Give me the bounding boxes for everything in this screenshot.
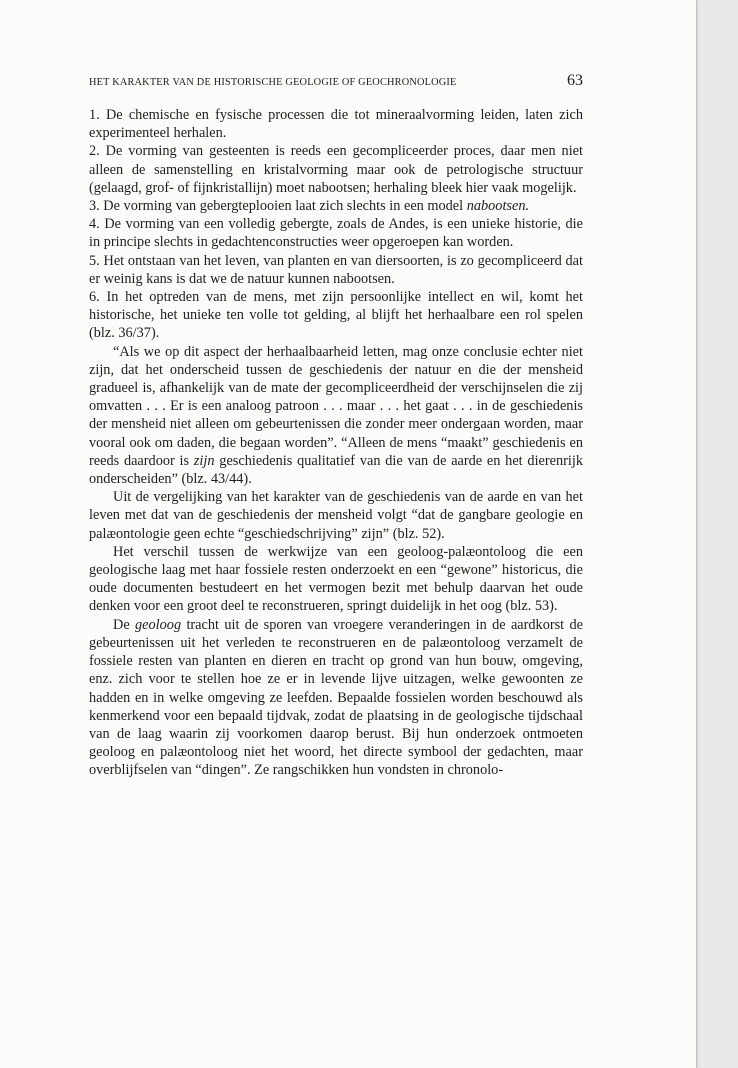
geoloog-emphasis: geoloog: [135, 616, 182, 633]
list-item-2: 2. De vorming van gesteenten is reeds een gecompliceerder proces, daar men niet alleen de samenstelling en kristalvorming maar ook de petrologische structuur (gelaagd, grof- of fijnkristallijn) moet nabootsen; herhaling bleek hier vaak mogelijk.: [89, 143, 583, 196]
paragraph-verschil: Het verschil tussen de werkwijze van een geoloog-palæontoloog die een geologische laag met haar fossiele resten onderzoekt en een “gewone” historicus, die oude documenten bestudeert en het vermogen bezit met behulp daarvan het oude denken voor een groot deel te reconstrueren, springt duidelijk in het oog (blz. 53).: [89, 543, 583, 615]
body-text: [89, 106, 583, 780]
quote-emphasis: zijn: [193, 452, 215, 469]
list-item-1: 1. De chemische en fysische processen die tot mineraalvorming leiden, laten zich experimenteel herhalen.: [89, 107, 583, 142]
list-item-4: 4. De vorming van een volledig gebergte, zoals de Andes, is een unieke historie, die in principe slechts in gedachtenconstructies weer opgeroepen kan worden.: [89, 216, 583, 251]
list-item-3-emphasis: nabootsen.: [466, 198, 530, 215]
list-item-3: [89, 197, 583, 215]
list-item-5: 5. Het ontstaan van het leven, van planten en van diersoorten, is zo gecompliceerd dat er weinig kans is dat we de natuur kunnen nabootsen.: [89, 252, 583, 287]
list-item-3-text: 3. De vorming van gebergteplooien laat zich slechts in een model: [89, 198, 467, 215]
geoloog-lead: De: [113, 616, 136, 633]
geoloog-rest: tracht uit de sporen van vroegere veranderingen in de aardkorst de gebeurtenissen uit het verleden te reconstrueren en de palæontoloog verzamelt de fossiele resten van planten en dieren en tracht op grond van hun bouw, omgeving, enz. zich voor te stellen hoe ze er in levende lijve uitzagen, welke gewoonten ze hadden en in welke omgeving ze leefden. Bepaalde fossielen worden beschouwd als kenmerkend voor een bepaald tijdvak, zodat de plaatsing in de geologische tijdschaal van de laag waarin zij voorkomen daarop berust. Bij hun onderzoek ontmoeten geoloog en palæontoloog niet het woord, het directe symbool der gedachten, maar overblijfselen van “dingen”. Ze rangschikken hun vondsten in chronolo-: [89, 616, 583, 779]
paragraph-vergelijking: Uit de vergelijking van het karakter van de geschiedenis van de aarde en van het leven met dat van de geschiedenis der mensheid volgt “dat de gangbare geologie en palæontologie geen echte “geschiedschrijving” zijn” (blz. 52).: [89, 489, 583, 542]
quote-paragraph: [89, 343, 583, 489]
quote-part-1: “Als we op dit aspect der herhaalbaarheid letten, mag onze conclusie echter niet zijn, dat het onderscheid tussen de geschiedenis der natuur en die der mensheid gradueel is, afhankelijk van de mate der gecompliceerdheid der verschijnselen die zij omvatten . . . Er is een analoog patroon . . . maar . . . het gaat . . . in de geschiedenis der mensheid niet alleen om gebeurtenissen die zonder meer ondergaan worden, maar vooral ook om daden, die begaan worden”. “Alleen de mens “maakt” geschiedenis en reeds daardoor is: [89, 343, 583, 469]
quote-part-2: geschiedenis qualitatief van die van de aarde en het dierenrijk onderscheiden” (blz. 43/44).: [89, 452, 583, 488]
paragraph-geoloog: [89, 616, 583, 780]
page-header: [89, 72, 583, 90]
list-item-6: 6. In het optreden van de mens, met zijn persoonlijke intellect en wil, komt het historische, het unieke ten volle tot gelding, al blijft het herhaalbare een rol spelen (blz. 36/37).: [89, 289, 583, 342]
page-number: 63: [567, 72, 583, 89]
running-title: HET KARAKTER VAN DE HISTORISCHE GEOLOGIE OF GEOCHRONOLOGIE: [89, 77, 457, 88]
